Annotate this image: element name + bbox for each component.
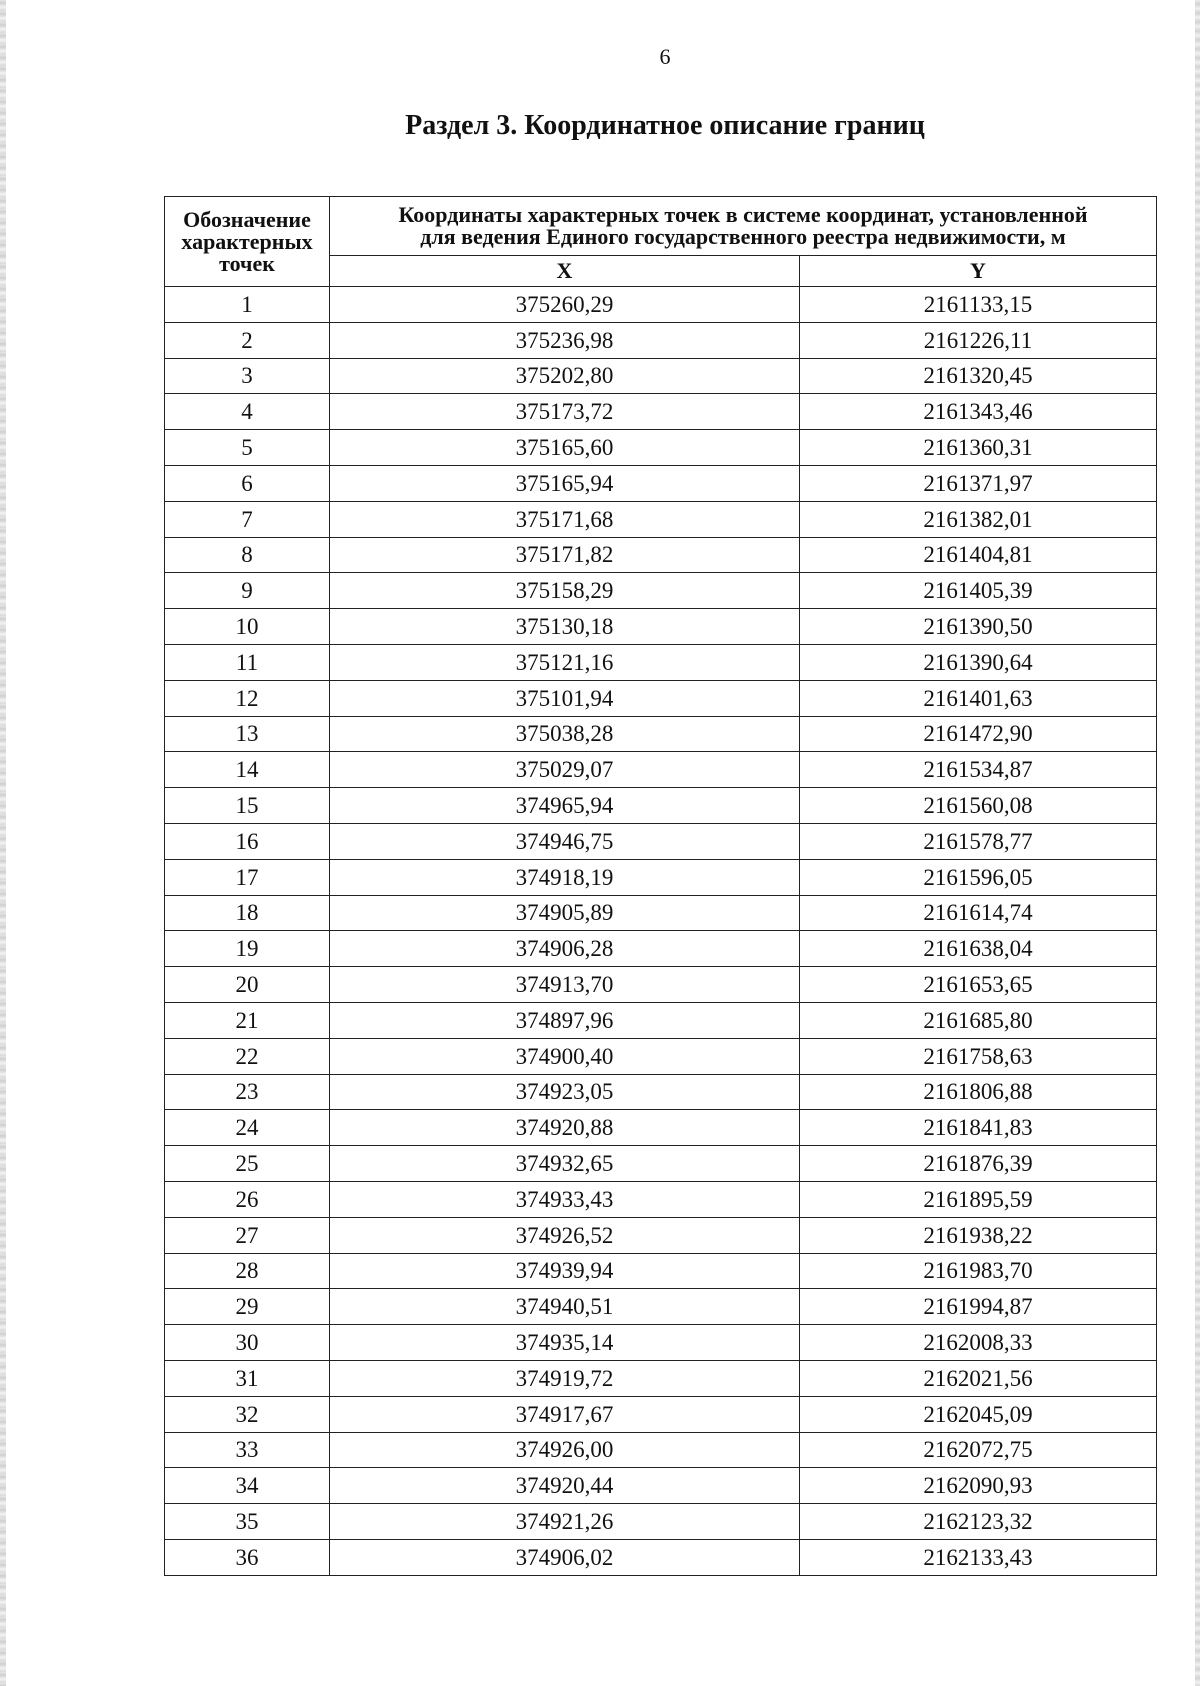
point-number-cell: 19 xyxy=(165,931,330,967)
y-coordinate-cell: 2161405,39 xyxy=(800,573,1157,609)
point-number-cell: 21 xyxy=(165,1002,330,1038)
table-row xyxy=(165,1504,1157,1540)
point-header-line-3: точек xyxy=(219,250,275,276)
point-number-cell: 25 xyxy=(165,1146,330,1182)
point-header-line-2: характерных xyxy=(181,228,313,254)
coordinates-table-header xyxy=(165,197,1157,287)
point-number-cell: 34 xyxy=(165,1468,330,1504)
coordinates-header xyxy=(330,197,1157,256)
point-number-cell: 1 xyxy=(165,287,330,323)
x-coordinate-cell: 374917,67 xyxy=(330,1396,800,1432)
table-row xyxy=(165,537,1157,573)
point-number-cell: 35 xyxy=(165,1504,330,1540)
y-coordinate-cell: 2161841,83 xyxy=(800,1110,1157,1146)
point-number-cell: 18 xyxy=(165,895,330,931)
y-coordinate-cell: 2161685,80 xyxy=(800,1002,1157,1038)
y-coordinate-cell: 2162133,43 xyxy=(800,1539,1157,1575)
y-coordinate-cell: 2161638,04 xyxy=(800,931,1157,967)
table-row xyxy=(165,1360,1157,1396)
table-row xyxy=(165,1217,1157,1253)
y-coordinate-cell: 2162021,56 xyxy=(800,1360,1157,1396)
coordinates-header-line-2: для ведения Единого государственного реестра недвижимости, м xyxy=(420,224,1066,249)
table-row xyxy=(165,1146,1157,1182)
y-coordinate-cell: 2161360,31 xyxy=(800,430,1157,466)
x-coordinate-cell: 375202,80 xyxy=(330,358,800,394)
y-coordinate-cell: 2162090,93 xyxy=(800,1468,1157,1504)
y-coordinate-cell: 2161983,70 xyxy=(800,1253,1157,1289)
coordinates-table xyxy=(164,196,1157,1576)
y-coordinate-cell: 2161371,97 xyxy=(800,465,1157,501)
table-row xyxy=(165,1253,1157,1289)
x-coordinate-cell: 375236,98 xyxy=(330,322,800,358)
point-number-cell: 15 xyxy=(165,788,330,824)
point-number-cell: 20 xyxy=(165,967,330,1003)
point-number-cell: 31 xyxy=(165,1360,330,1396)
point-number-cell: 24 xyxy=(165,1110,330,1146)
x-coordinate-cell: 374913,70 xyxy=(330,967,800,1003)
x-coordinate-cell: 375121,16 xyxy=(330,644,800,680)
x-coordinate-cell: 374933,43 xyxy=(330,1181,800,1217)
table-row xyxy=(165,1325,1157,1361)
x-coordinate-cell: 374926,00 xyxy=(330,1432,800,1468)
table-row xyxy=(165,287,1157,323)
y-coordinate-cell: 2161596,05 xyxy=(800,859,1157,895)
point-number-cell: 3 xyxy=(165,358,330,394)
y-coordinate-cell: 2162123,32 xyxy=(800,1504,1157,1540)
y-coordinate-cell: 2161560,08 xyxy=(800,788,1157,824)
scan-edge-right xyxy=(1195,0,1200,1686)
point-designation-header xyxy=(165,197,330,287)
x-coordinate-cell: 374900,40 xyxy=(330,1038,800,1074)
table-row xyxy=(165,1038,1157,1074)
table-row xyxy=(165,573,1157,609)
table-row xyxy=(165,788,1157,824)
point-number-cell: 30 xyxy=(165,1325,330,1361)
x-coordinate-cell: 374923,05 xyxy=(330,1074,800,1110)
x-coordinate-cell: 374935,14 xyxy=(330,1325,800,1361)
y-coordinate-cell: 2161320,45 xyxy=(800,358,1157,394)
x-coordinate-cell: 375130,18 xyxy=(330,609,800,645)
scan-edge-left xyxy=(0,0,6,1686)
point-number-cell: 32 xyxy=(165,1396,330,1432)
table-row xyxy=(165,895,1157,931)
x-coordinate-cell: 374921,26 xyxy=(330,1504,800,1540)
point-number-cell: 13 xyxy=(165,716,330,752)
x-coordinate-cell: 374965,94 xyxy=(330,788,800,824)
x-coordinate-cell: 375171,82 xyxy=(330,537,800,573)
x-coordinate-cell: 374920,88 xyxy=(330,1110,800,1146)
table-row xyxy=(165,1289,1157,1325)
point-number-cell: 28 xyxy=(165,1253,330,1289)
coordinates-header-line-1: Координаты характерных точек в системе координат, установленной xyxy=(398,202,1088,227)
table-row xyxy=(165,358,1157,394)
x-coordinate-cell: 375158,29 xyxy=(330,573,800,609)
point-number-cell: 27 xyxy=(165,1217,330,1253)
x-coordinate-cell: 374932,65 xyxy=(330,1146,800,1182)
y-coordinate-cell: 2161578,77 xyxy=(800,823,1157,859)
point-header-line-1: Обозначение xyxy=(183,206,311,232)
table-row xyxy=(165,752,1157,788)
x-coordinate-cell: 374918,19 xyxy=(330,859,800,895)
y-coordinate-cell: 2161653,65 xyxy=(800,967,1157,1003)
point-number-cell: 8 xyxy=(165,537,330,573)
y-coordinate-cell: 2161895,59 xyxy=(800,1181,1157,1217)
table-row xyxy=(165,1181,1157,1217)
y-coordinate-cell: 2161404,81 xyxy=(800,537,1157,573)
table-row xyxy=(165,644,1157,680)
x-coordinate-cell: 375165,94 xyxy=(330,465,800,501)
table-row xyxy=(165,680,1157,716)
x-coordinate-cell: 374920,44 xyxy=(330,1468,800,1504)
point-number-cell: 22 xyxy=(165,1038,330,1074)
table-row xyxy=(165,931,1157,967)
table-row xyxy=(165,465,1157,501)
table-row xyxy=(165,430,1157,466)
y-coordinate-cell: 2161133,15 xyxy=(800,287,1157,323)
y-coordinate-cell: 2162045,09 xyxy=(800,1396,1157,1432)
point-number-cell: 9 xyxy=(165,573,330,609)
y-coordinate-cell: 2161938,22 xyxy=(800,1217,1157,1253)
y-coordinate-cell: 2161390,50 xyxy=(800,609,1157,645)
coordinates-table-body xyxy=(165,287,1157,1576)
point-number-cell: 33 xyxy=(165,1432,330,1468)
point-number-cell: 7 xyxy=(165,501,330,537)
y-coordinate-cell: 2161382,01 xyxy=(800,501,1157,537)
y-coordinate-cell: 2161343,46 xyxy=(800,394,1157,430)
table-row xyxy=(165,859,1157,895)
y-coordinate-cell: 2162008,33 xyxy=(800,1325,1157,1361)
x-coordinate-cell: 375171,68 xyxy=(330,501,800,537)
point-number-cell: 17 xyxy=(165,859,330,895)
table-row xyxy=(165,1110,1157,1146)
y-coordinate-cell: 2161614,74 xyxy=(800,895,1157,931)
table-row xyxy=(165,1396,1157,1432)
x-coordinate-cell: 374919,72 xyxy=(330,1360,800,1396)
point-number-cell: 26 xyxy=(165,1181,330,1217)
x-coordinate-cell: 375165,60 xyxy=(330,430,800,466)
y-coordinate-cell: 2161401,63 xyxy=(800,680,1157,716)
y-coordinate-cell: 2161534,87 xyxy=(800,752,1157,788)
table-row xyxy=(165,1539,1157,1575)
y-coordinate-cell: 2161472,90 xyxy=(800,716,1157,752)
point-number-cell: 16 xyxy=(165,823,330,859)
y-column-header: Y xyxy=(800,256,1157,287)
x-coordinate-cell: 375260,29 xyxy=(330,287,800,323)
y-coordinate-cell: 2161994,87 xyxy=(800,1289,1157,1325)
y-coordinate-cell: 2161806,88 xyxy=(800,1074,1157,1110)
table-row xyxy=(165,967,1157,1003)
point-number-cell: 5 xyxy=(165,430,330,466)
x-coordinate-cell: 374926,52 xyxy=(330,1217,800,1253)
x-coordinate-cell: 374946,75 xyxy=(330,823,800,859)
table-row xyxy=(165,1074,1157,1110)
point-number-cell: 6 xyxy=(165,465,330,501)
x-coordinate-cell: 374906,28 xyxy=(330,931,800,967)
x-column-header: X xyxy=(330,256,800,287)
x-coordinate-cell: 374940,51 xyxy=(330,1289,800,1325)
point-number-cell: 12 xyxy=(165,680,330,716)
page-number: 6 xyxy=(659,44,671,69)
table-row xyxy=(165,1432,1157,1468)
y-coordinate-cell: 2161758,63 xyxy=(800,1038,1157,1074)
point-number-cell: 14 xyxy=(165,752,330,788)
point-number-cell: 23 xyxy=(165,1074,330,1110)
y-coordinate-cell: 2161226,11 xyxy=(800,322,1157,358)
x-coordinate-cell: 374939,94 xyxy=(330,1253,800,1289)
section-title: Раздел 3. Координатное описание границ xyxy=(405,110,925,141)
x-coordinate-cell: 375029,07 xyxy=(330,752,800,788)
y-coordinate-cell: 2161876,39 xyxy=(800,1146,1157,1182)
table-row xyxy=(165,1468,1157,1504)
table-row xyxy=(165,823,1157,859)
point-number-cell: 29 xyxy=(165,1289,330,1325)
table-row xyxy=(165,501,1157,537)
point-number-cell: 10 xyxy=(165,609,330,645)
table-row xyxy=(165,394,1157,430)
point-number-cell: 36 xyxy=(165,1539,330,1575)
x-coordinate-cell: 374905,89 xyxy=(330,895,800,931)
x-coordinate-cell: 374906,02 xyxy=(330,1539,800,1575)
table-row xyxy=(165,716,1157,752)
point-number-cell: 4 xyxy=(165,394,330,430)
x-coordinate-cell: 375173,72 xyxy=(330,394,800,430)
table-row xyxy=(165,322,1157,358)
x-coordinate-cell: 375101,94 xyxy=(330,680,800,716)
y-coordinate-cell: 2161390,64 xyxy=(800,644,1157,680)
x-coordinate-cell: 375038,28 xyxy=(330,716,800,752)
x-coordinate-cell: 374897,96 xyxy=(330,1002,800,1038)
table-row xyxy=(165,609,1157,645)
point-number-cell: 11 xyxy=(165,644,330,680)
y-coordinate-cell: 2162072,75 xyxy=(800,1432,1157,1468)
point-number-cell: 2 xyxy=(165,322,330,358)
table-row xyxy=(165,1002,1157,1038)
